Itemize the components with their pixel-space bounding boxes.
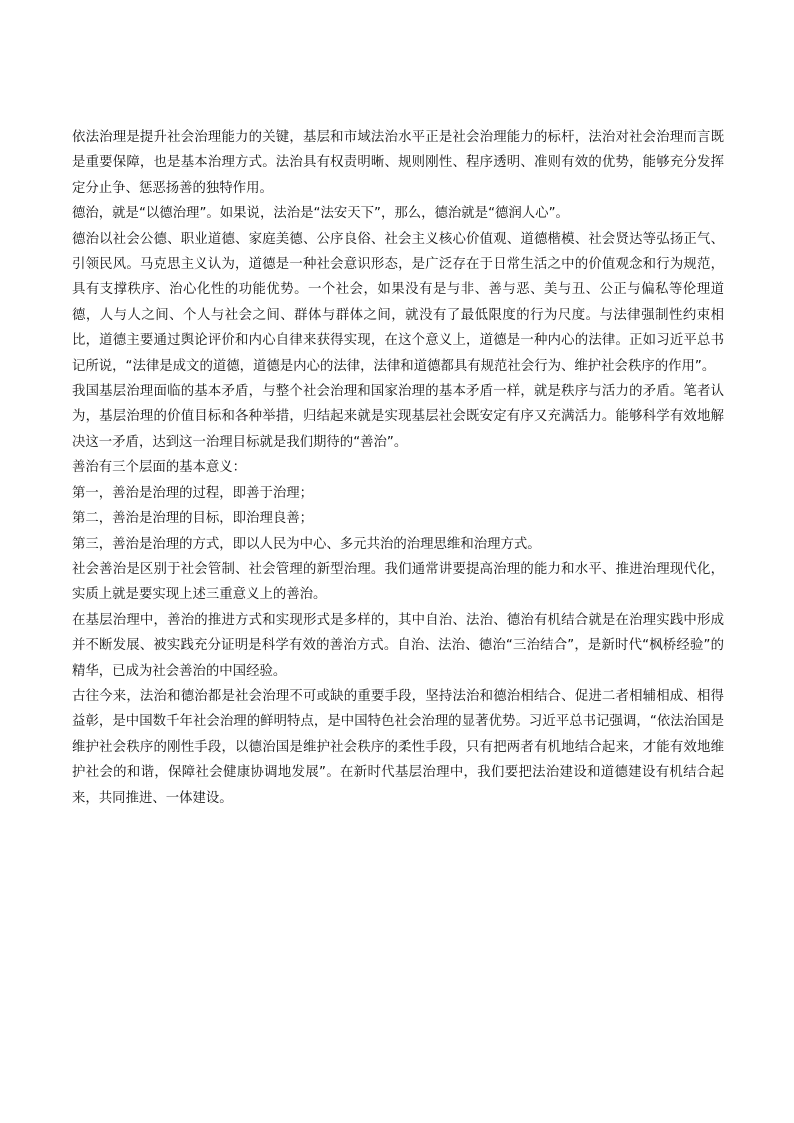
paragraph-rule-of-virtue-definition: 德治，就是“以德治理”。如果说，法治是“法安天下”，那么，德治就是“德润人心”。 <box>72 206 569 222</box>
paragraph-meaning-second: 第二，善治是治理的目标，即治理良善； <box>72 511 314 527</box>
paragraph-social-good-governance: 社会善治是区别于社会管制、社会管理的新型治理。我们通常讲要提高治理的能力和水平、推进治理现代化，实质上就是要实现上述三重意义上的善治。 <box>72 561 724 603</box>
paragraph-three-governance: 在基层治理中，善治的推进方式和实现形式是多样的，其中自治、法治、德治有机结合就是在治理实践中形成并不断发展、被实践充分证明是科学有效的善治方式。自治、法治、德治“三治结合”，是新时代“枫桥经验”的精华，已成为社会善治的中国经验。 <box>72 612 724 679</box>
paragraph-morality: 德治以社会公德、职业道德、家庭美德、公序良俗、社会主义核心价值观、道德楷模、社会贤达等弘扬正气、引领民风。马克思主义认为，道德是一种社会意识形态，是广泛存在于日常生活之中的价值观念和行为规范，具有支撑秩序、治心化性的功能优势。一个社会，如果没有是与非、善与恶、美与丑、公正与偏私等伦理道德，人与人之间、个人与社会之间、群体与群体之间，就没有了最低限度的行为尺度。与法律强制性约束相比，道德主要通过舆论评价和内心自律来获得实现，在这个意义上，道德是一种内心的法律。正如习近平总书记所说，“法律是成文的道德，道德是内心的法律，法律和道德都具有规范社会行为、维护社会秩序的作用”。 <box>72 231 724 374</box>
paragraph-combination: 古往今来，法治和德治都是社会治理不可或缺的重要手段，坚持法治和德治相结合、促进二者相辅相成、相得益彰，是中国数千年社会治理的鲜明特点，是中国特色社会治理的显著优势。习近平总书记强调，“依法治国是维护社会秩序的刚性手段，以德治国是维护社会秩序的柔性手段，只有把两者有机地结合起来，才能有效地维护社会的和谐，保障社会健康协调地发展”。在新时代基层治理中，我们要把法治建设和道德建设有机结合起来，共同推进、一体建设。 <box>72 688 724 806</box>
paragraph-good-governance-meanings: 善治有三个层面的基本意义： <box>72 460 247 476</box>
document-body <box>72 125 724 811</box>
paragraph-basic-contradiction: 我国基层治理面临的基本矛盾，与整个社会治理和国家治理的基本矛盾一样，就是秩序与活力的矛盾。笔者认为，基层治理的价值目标和各种举措，归结起来就是实现基层社会既安定有序又充满活力。能够科学有效地解决这一矛盾，达到这一治理目标就是我们期待的“善治”。 <box>72 384 724 450</box>
paragraph-rule-of-law: 依法治理是提升社会治理能力的关键，基层和市域法治水平正是社会治理能力的标杆，法治对社会治理而言既是重要保障，也是基本治理方式。法治具有权责明晰、规则刚性、程序透明、准则有效的优势，能够充分发挥定分止争、惩恶扬善的独特作用。 <box>72 130 724 196</box>
paragraph-meaning-third: 第三，善治是治理的方式，即以人民为中心、多元共治的治理思维和治理方式。 <box>72 536 541 552</box>
paragraph-meaning-first: 第一，善治是治理的过程，即善于治理； <box>72 485 314 501</box>
